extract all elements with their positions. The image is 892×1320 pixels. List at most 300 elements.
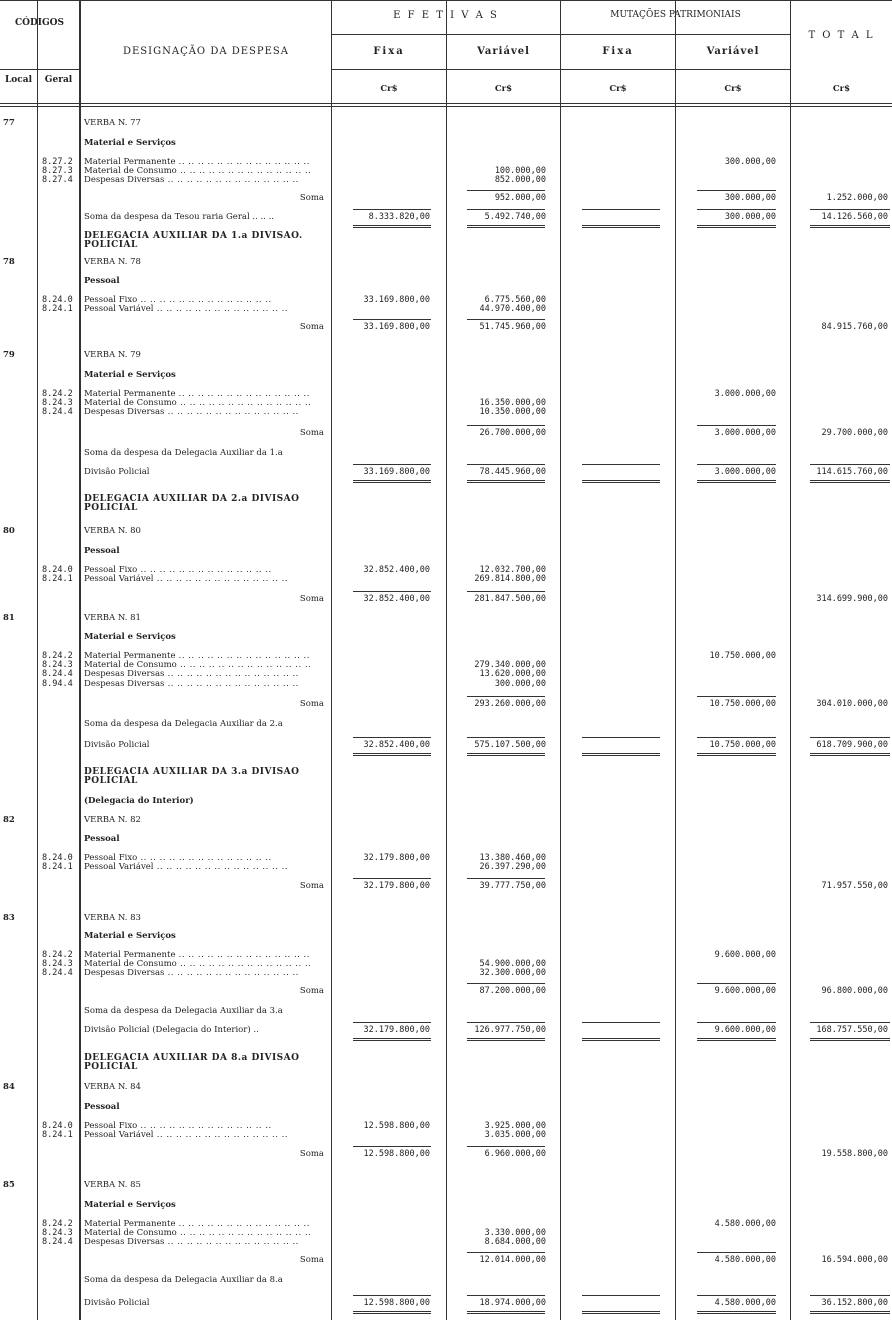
expense-description: Pessoal Fixo .. .. (84, 565, 329, 576)
sum-rule (353, 1040, 431, 1041)
sum-rule (697, 464, 776, 465)
sum-rule (697, 1022, 776, 1023)
expense-description: DELEGACIA AUXILIAR DA 3.a DIVISÃO (84, 767, 300, 777)
header-codigos: CÓDIGOS (14, 18, 65, 28)
amount-v5: 314.699.900,00 (816, 594, 888, 604)
header-designacao: DESIGNAÇÃO DA DESPESA (122, 46, 289, 57)
table-row (0, 193, 892, 204)
sum-rule (697, 1252, 776, 1253)
table-row (0, 815, 892, 826)
expense-description: Material de Consumo .. .. (84, 1228, 329, 1239)
amount-v2: 16.350.000,00 (479, 398, 546, 408)
local-code: 79 (3, 350, 15, 360)
expense-description: Soma da despesa da Tesou raria Geral .. .. .. (84, 212, 274, 222)
currency-label: Cr$ (380, 84, 398, 94)
table-row (0, 257, 892, 268)
table-row (0, 931, 892, 942)
expense-description: VERBA N. 77 (84, 118, 141, 128)
expense-description: Soma da despesa da Delegacia Auxiliar da 2.a (84, 719, 283, 729)
table-row (0, 546, 892, 557)
expense-description: POLICIAL (84, 776, 138, 786)
amount-v2: 852.000,00 (494, 175, 546, 185)
expense-description: DELEGACIA AUXILIAR DA 8.a DIVISÃO (84, 1053, 300, 1063)
sum-rule (467, 737, 545, 738)
table-row (0, 138, 892, 149)
sum-rule (810, 1311, 890, 1312)
sum-rule (467, 1313, 545, 1314)
table-row (0, 699, 892, 710)
amount-v2: 13.380.460,00 (479, 853, 546, 863)
sum-rule (697, 737, 776, 738)
amount-v2: 78.445.960,00 (479, 467, 546, 477)
sum-rule (467, 591, 545, 592)
sum-rule (582, 464, 660, 465)
amount-v1: 33.169.800,00 (363, 295, 430, 305)
sum-rule (810, 225, 890, 226)
general-code: 8.24.0 (42, 295, 73, 305)
expense-description: Material Permanente .. .. (84, 950, 329, 961)
amount-v1: 32.179.800,00 (363, 853, 430, 863)
table-row (0, 118, 892, 129)
currency-label: Cr$ (494, 84, 513, 94)
sum-rule (467, 319, 545, 320)
general-code: 8.27.3 (42, 166, 73, 176)
header-variavel: Variável (477, 46, 530, 57)
header-line (332, 69, 790, 70)
sum-rule (697, 482, 776, 483)
amount-v2: 39.777.750,00 (479, 881, 546, 891)
sum-rule (467, 225, 545, 226)
sum-rule (353, 1146, 431, 1147)
amount-v4: 300.000,00 (724, 212, 776, 222)
amount-v5: 14.126.560,00 (821, 212, 888, 222)
amount-v4: 10.750.000,00 (709, 651, 776, 661)
amount-v2: 3.035.000,00 (484, 1130, 546, 1140)
amount-v4: 4.580.000,00 (714, 1219, 776, 1229)
sum-rule (353, 1313, 431, 1314)
soma-label: Soma (299, 322, 324, 332)
sum-rule (582, 1040, 660, 1041)
amount-v2: 100.000,00 (494, 166, 546, 176)
table-row (0, 212, 892, 223)
local-code: 84 (3, 1082, 15, 1092)
amount-v2: 281.847.500,00 (474, 594, 546, 604)
sum-rule (582, 482, 660, 483)
general-code: 8.27.2 (42, 157, 73, 167)
table-row (0, 350, 892, 361)
expense-description: Material de Consumo .. .. (84, 660, 329, 671)
header-efetivas: E F E T I V A S (393, 10, 499, 21)
header-local: Local (4, 75, 33, 85)
expense-description: Pessoal Variável .. .. (84, 1130, 329, 1141)
sum-rule (810, 755, 890, 756)
amount-v1: 12.598.800,00 (363, 1149, 430, 1159)
amount-v4: 10.750.000,00 (709, 699, 776, 709)
expense-description: Despesas Diversas .. .. (84, 669, 329, 680)
general-code: 8.24.3 (42, 1228, 73, 1238)
sum-rule (467, 878, 545, 879)
expense-description: Pessoal (84, 1102, 120, 1112)
amount-v4: 9.600.000,00 (714, 1025, 776, 1035)
amount-v5: 29.700.000,00 (821, 428, 888, 438)
amount-v4: 9.600.000,00 (714, 986, 776, 996)
expense-description: Material e Serviços (84, 370, 176, 380)
general-code: 8.24.3 (42, 660, 73, 670)
amount-v5: 618.709.900,00 (816, 740, 888, 750)
sum-rule (582, 1295, 660, 1296)
sum-rule (467, 480, 545, 481)
soma-label: Soma (299, 428, 324, 438)
sum-rule (810, 1040, 890, 1041)
sum-rule (697, 190, 776, 191)
sum-rule (697, 753, 776, 754)
amount-v2: 10.350.000,00 (479, 407, 546, 417)
sum-rule (353, 737, 431, 738)
sum-rule (582, 1038, 660, 1039)
expense-description: (Delegacia do Interior) (84, 796, 194, 806)
soma-label: Soma (299, 1255, 324, 1265)
amount-v2: 575.107.500,00 (474, 740, 546, 750)
amount-v5: 168.757.550,00 (816, 1025, 888, 1035)
table-row (0, 613, 892, 624)
expense-description: Material Permanente .. .. (84, 651, 329, 662)
amount-v4: 9.600.000,00 (714, 950, 776, 960)
table-row (0, 1062, 892, 1073)
sum-rule (582, 227, 660, 228)
expense-description: Pessoal Fixo .. .. (84, 1121, 329, 1132)
soma-label: Soma (299, 1149, 324, 1159)
sum-rule (467, 425, 545, 426)
table-row (0, 1255, 892, 1266)
expense-description: Material Permanente .. .. (84, 157, 329, 168)
amount-v2: 5.492.740,00 (484, 212, 546, 222)
expense-description: Pessoal Fixo .. .. (84, 295, 329, 306)
sum-rule (810, 1295, 890, 1296)
header-fixa: Fixa (373, 46, 405, 57)
amount-v2: 3.330.000,00 (484, 1228, 546, 1238)
sum-rule (353, 878, 431, 879)
sum-rule (353, 482, 431, 483)
expense-description: Pessoal Variável .. .. (84, 574, 329, 585)
general-code: 8.24.4 (42, 968, 73, 978)
table-row (0, 1237, 892, 1248)
expense-description: VERBA N. 84 (84, 1082, 141, 1092)
table-row (0, 175, 892, 186)
amount-v4: 4.580.000,00 (714, 1298, 776, 1308)
expense-description: VERBA N. 85 (84, 1180, 141, 1190)
sum-rule (582, 737, 660, 738)
sum-rule (467, 696, 545, 697)
sum-rule (697, 1311, 776, 1312)
expense-description: VERBA N. 80 (84, 526, 141, 536)
amount-v5: 96.800.000,00 (821, 986, 888, 996)
amount-v1: 33.169.800,00 (363, 322, 430, 332)
sum-rule (467, 1022, 545, 1023)
sum-rule (467, 1040, 545, 1041)
expense-description: Pessoal (84, 276, 120, 286)
amount-v5: 36.152.800,00 (821, 1298, 888, 1308)
expense-description: Pessoal Variável .. .. (84, 862, 329, 873)
table-row (0, 1275, 892, 1286)
expense-description: Material Permanente .. .. (84, 389, 329, 400)
table-row (0, 1200, 892, 1211)
table-row (0, 448, 892, 459)
sum-rule (697, 696, 776, 697)
table-row (0, 240, 892, 251)
sum-rule (353, 1022, 431, 1023)
sum-rule (697, 225, 776, 226)
soma-label: Soma (299, 699, 324, 709)
amount-v1: 12.598.800,00 (363, 1298, 430, 1308)
amount-v2: 51.745.960,00 (479, 322, 546, 332)
expense-description: Divisão Policial (84, 740, 150, 750)
local-code: 83 (3, 913, 15, 923)
sum-rule (353, 755, 431, 756)
sum-rule (697, 1040, 776, 1041)
table-row (0, 304, 892, 315)
amount-v2: 44.970.400,00 (479, 304, 546, 314)
table-row (0, 679, 892, 690)
expense-description: POLICIAL (84, 1062, 138, 1072)
soma-label: Soma (299, 881, 324, 891)
sum-rule (353, 1311, 431, 1312)
table-row (0, 740, 892, 751)
expense-description: Material e Serviços (84, 632, 176, 642)
sum-rule (467, 209, 545, 210)
amount-v5: 1.252.000,00 (826, 193, 888, 203)
general-code: 8.24.3 (42, 398, 73, 408)
expense-description: Material e Serviços (84, 931, 176, 941)
amount-v2: 952.000,00 (494, 193, 546, 203)
sum-rule (697, 755, 776, 756)
table-row (0, 276, 892, 287)
table-row (0, 594, 892, 605)
table-row (0, 862, 892, 873)
amount-v5: 19.558.800,00 (821, 1149, 888, 1159)
sum-rule (582, 755, 660, 756)
table-row (0, 968, 892, 979)
expense-description: Divisão Policial (84, 467, 150, 477)
amount-v5: 71.957.550,00 (821, 881, 888, 891)
sum-rule (467, 755, 545, 756)
expense-description: POLICIAL (84, 240, 138, 250)
header-mutacoes: MUTAÇÕES PATRIMONIAIS (610, 10, 741, 20)
header-line (0, 103, 892, 104)
amount-v1: 32.852.400,00 (363, 740, 430, 750)
amount-v4: 4.580.000,00 (714, 1255, 776, 1265)
expense-description: DELEGACIA AUXILIAR DA 2.a DIVISÃO (84, 494, 300, 504)
sum-rule (582, 753, 660, 754)
amount-v2: 6.775.560,00 (484, 295, 546, 305)
sum-rule (697, 227, 776, 228)
amount-v2: 13.620.000,00 (479, 669, 546, 679)
general-code: 8.24.4 (42, 407, 73, 417)
amount-v2: 26.700.000,00 (479, 428, 546, 438)
local-code: 85 (3, 1180, 15, 1190)
amount-v1: 8.333.820,00 (368, 212, 430, 222)
sum-rule (467, 227, 545, 228)
sum-rule (353, 591, 431, 592)
table-row (0, 719, 892, 730)
sum-rule (353, 1038, 431, 1039)
amount-v5: 84.915.760,00 (821, 322, 888, 332)
table-row (0, 1006, 892, 1017)
table-row (0, 1180, 892, 1191)
amount-v2: 12.014.000,00 (479, 1255, 546, 1265)
expense-description: Pessoal (84, 546, 120, 556)
soma-label: Soma (299, 986, 324, 996)
general-code: 8.24.2 (42, 1219, 73, 1229)
amount-v2: 32.300.000,00 (479, 968, 546, 978)
table-row (0, 913, 892, 924)
sum-rule (810, 464, 890, 465)
local-code: 81 (3, 613, 15, 623)
sum-rule (810, 1313, 890, 1314)
table-row (0, 322, 892, 333)
local-code: 78 (3, 257, 15, 267)
sum-rule (697, 1295, 776, 1296)
sum-rule (467, 1311, 545, 1312)
soma-label: Soma (299, 594, 324, 604)
general-code: 8.24.4 (42, 1237, 73, 1247)
general-code: 8.24.2 (42, 950, 73, 960)
expense-description: VERBA N. 79 (84, 350, 141, 360)
amount-v1: 33.169.800,00 (363, 467, 430, 477)
expense-description: Despesas Diversas .. .. (84, 407, 329, 418)
table-row (0, 834, 892, 845)
sum-rule (467, 1252, 545, 1253)
amount-v4: 3.000.000,00 (714, 467, 776, 477)
table-row (0, 467, 892, 478)
sum-rule (697, 209, 776, 210)
amount-v4: 300.000,00 (724, 193, 776, 203)
amount-v1: 32.179.800,00 (363, 881, 430, 891)
table-row (0, 1298, 892, 1309)
currency-label: Cr$ (724, 84, 742, 94)
expense-description: Soma da despesa da Delegacia Auxiliar da 3.a (84, 1006, 283, 1016)
table-row (0, 407, 892, 418)
sum-rule (582, 225, 660, 226)
sum-rule (582, 1313, 660, 1314)
general-code: 8.24.0 (42, 1121, 73, 1131)
sum-rule (467, 1146, 545, 1147)
table-row (0, 1082, 892, 1093)
expense-description: POLICIAL (84, 503, 138, 513)
table-row (0, 1025, 892, 1036)
table-row (0, 1102, 892, 1113)
amount-v4: 3.000.000,00 (714, 389, 776, 399)
sum-rule (697, 1313, 776, 1314)
expense-description: VERBA N. 78 (84, 257, 141, 267)
table-row (0, 986, 892, 997)
amount-v2: 6.960.000,00 (484, 1149, 546, 1159)
sum-rule (353, 209, 431, 210)
general-code: 8.24.2 (42, 389, 73, 399)
amount-v4: 10.750.000,00 (709, 740, 776, 750)
header-variavel-mutacoes: Variável (706, 46, 760, 57)
soma-label: Soma (299, 193, 324, 203)
expense-description: Despesas Diversas .. .. (84, 679, 329, 690)
sum-rule (467, 983, 545, 984)
currency-label: Cr$ (609, 84, 627, 94)
amount-v1: 32.852.400,00 (363, 565, 430, 575)
amount-v5: 114.615.760,00 (816, 467, 888, 477)
table-row (0, 632, 892, 643)
sum-rule (810, 1038, 890, 1039)
general-code: 8.24.0 (42, 565, 73, 575)
expense-description: Divisão Policial (84, 1298, 150, 1308)
sum-rule (697, 1038, 776, 1039)
sum-rule (810, 737, 890, 738)
general-code: 8.24.1 (42, 574, 73, 584)
expense-description: Pessoal Variável .. .. (84, 304, 329, 315)
general-code: 8.24.0 (42, 853, 73, 863)
general-code: 8.24.2 (42, 651, 73, 661)
header-fixa-mutacoes: Fixa (602, 46, 634, 57)
expense-description: Pessoal Fixo .. .. (84, 853, 329, 864)
sum-rule (697, 983, 776, 984)
expense-description: Material de Consumo .. .. (84, 398, 329, 409)
local-code: 77 (3, 118, 15, 128)
sum-rule (353, 227, 431, 228)
table-row (0, 1130, 892, 1141)
header-total: T O T A L (808, 30, 875, 41)
expense-description: Despesas Diversas .. .. (84, 1237, 329, 1248)
sum-rule (582, 480, 660, 481)
sum-rule (467, 1038, 545, 1039)
sum-rule (697, 480, 776, 481)
general-code: 8.24.1 (42, 862, 73, 872)
amount-v2: 18.974.000,00 (479, 1298, 546, 1308)
expense-description: Despesas Diversas .. .. (84, 175, 329, 186)
expense-description: Despesas Diversas .. .. (84, 968, 329, 979)
expense-description: DELEGACIA AUXILIAR DA 1.a DIVISÃO. (84, 231, 303, 241)
sum-rule (353, 1295, 431, 1296)
amount-v4: 300.000,00 (724, 157, 776, 167)
sum-rule (353, 480, 431, 481)
amount-v2: 300.000,00 (494, 679, 546, 689)
amount-v2: 269.814.800,00 (474, 574, 546, 584)
local-code: 82 (3, 815, 15, 825)
sum-rule (467, 464, 545, 465)
sum-rule (810, 482, 890, 483)
sum-rule (810, 209, 890, 210)
general-code: 8.24.1 (42, 1130, 73, 1140)
sum-rule (467, 190, 545, 191)
sum-rule (810, 1022, 890, 1023)
header-line (0, 106, 892, 107)
sum-rule (353, 753, 431, 754)
general-code: 8.94.4 (42, 679, 73, 689)
amount-v2: 3.925.000,00 (484, 1121, 546, 1131)
amount-v2: 26.397.290,00 (479, 862, 546, 872)
sum-rule (353, 225, 431, 226)
sum-rule (467, 1295, 545, 1296)
amount-v2: 87.200.000,00 (479, 986, 546, 996)
table-row (0, 370, 892, 381)
expense-description: VERBA N. 81 (84, 613, 141, 623)
amount-v2: 279.340.000,00 (474, 660, 546, 670)
expense-description: Material e Serviços (84, 1200, 176, 1210)
general-code: 8.24.4 (42, 669, 73, 679)
amount-v4: 3.000.000,00 (714, 428, 776, 438)
sum-rule (582, 1311, 660, 1312)
general-code: 8.24.3 (42, 959, 73, 969)
expense-description: Divisão Policial (Delegacia do Interior) .. (84, 1025, 259, 1035)
amount-v5: 304.010.000,00 (816, 699, 888, 709)
amount-v1: 32.852.400,00 (363, 594, 430, 604)
header-line (0, 69, 79, 70)
